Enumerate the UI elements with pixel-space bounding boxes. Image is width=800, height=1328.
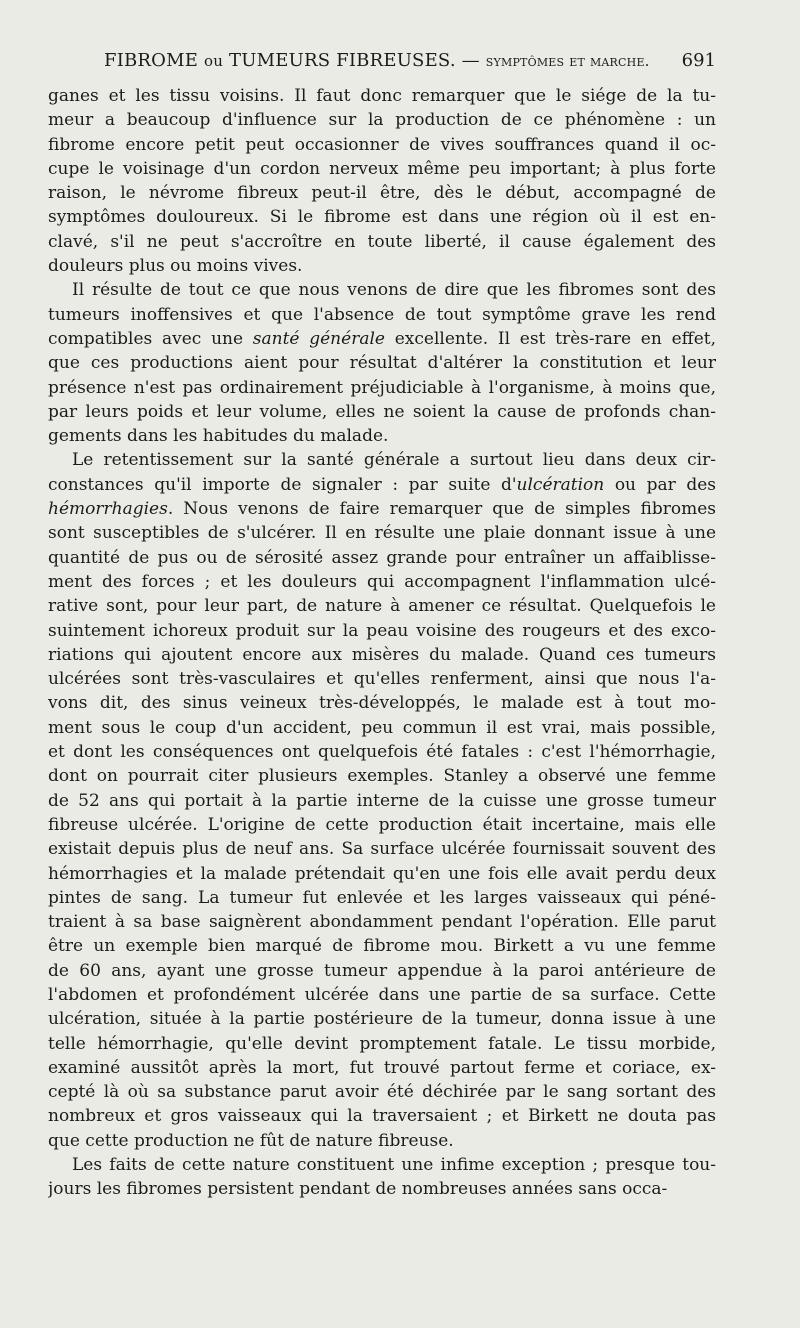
text-line: meur a beaucoup d'influence sur la production de ce phénomène : un [48,110,716,131]
italic-phrase: hémorrhagies [48,499,168,520]
text-line: symptômes douloureux. Si le fibrome est dans une région où il est en- [48,207,716,228]
italic-phrase: ulcération [516,474,605,495]
title-dash: — [461,50,480,71]
text-line: sont susceptibles de s'ulcérer. Il en résulte une plaie donnant issue à une [48,523,716,544]
paragraph [48,84,716,278]
text-line: rative sont, pour leur part, de nature à amener ce résultat. Quelquefois le [48,596,716,617]
page-number: 691 [681,50,716,71]
text-line: de 52 ans qui portait à la partie interne de la cuisse une grosse tumeur [48,790,716,811]
text-line: telle hémorrhagie, qu'elle devint promptement fatale. Le tissu morbide, [48,1033,716,1054]
running-title [104,50,650,71]
text-line: fibreuse ulcérée. L'origine de cette production était incertaine, mais elle [48,814,716,835]
running-header [48,50,716,76]
text-line: de 60 ans, ayant une grosse tumeur appendue à la paroi antérieure de [48,960,716,981]
text-line: suintement ichoreux produit sur la peau voisine des rougeurs et des exco- [48,620,716,641]
paragraph [48,1153,716,1202]
text-line: que cette production ne fût de nature fibreuse. [48,1130,454,1151]
text-line: jours les fibromes persistent pendant de nombreuses années sans occa- [48,1179,668,1200]
text-line: pintes de sang. La tumeur fut enlevée et les larges vaisseaux qui péné- [48,887,716,908]
text-line: que ces productions aient pour résultat d'altérer la constitution et leur [48,353,716,374]
text-line: fibrome encore petit peut occasionner de vives souffrances quand il oc- [48,134,716,155]
text-line: examiné aussitôt après la mort, fut trouvé partout ferme et coriace, ex- [48,1057,716,1078]
text-line: vons dit, des sinus veineux très-développés, le malade est à tout mo- [48,693,716,714]
text-line: douleurs plus ou moins vives. [48,256,303,277]
italic-phrase: santé générale [252,328,385,349]
text-line: présence n'est pas ordinairement préjudiciable à l'organisme, à moins que, [48,377,716,398]
body-text [48,84,716,1202]
text-line: raison, le névrome fibreux peut-il être, dès le début, accompagné de [48,183,716,204]
text-line: Les faits de cette nature constituent une infime exception ; presque tou- [72,1155,716,1176]
text-line: dont on pourrait citer plusieurs exemples. Stanley a observé une femme [48,766,716,787]
text-line: traient à sa base saignèrent abondamment pendant l'opération. Elle parut [48,912,716,933]
text-line: compatibles avec une santé générale excellente. Il est très-rare en effet, [48,328,716,349]
text-line: hémorrhagies et la malade prétendait qu'en une fois elle avait perdu deux [48,863,716,884]
text-line: ulcérées sont très-vasculaires et qu'elles renferment, ainsi que nous l'a- [48,669,716,690]
text-line: existait depuis plus de neuf ans. Sa surface ulcérée fournissait souvent des [48,839,716,860]
text-line: ulcération, située à la partie postérieure de la tumeur, donna issue à une [48,1009,716,1030]
paragraph [48,278,716,448]
section-title: symptômes et marche. [485,52,650,70]
text-line: Il résulte de tout ce que nous venons de dire que les fibromes sont des [72,280,716,301]
title-part1: FIBROME [104,50,199,71]
text-line: ment des forces ; et les douleurs qui accompagnent l'inflammation ulcé- [48,571,716,592]
text-line: gements dans les habitudes du malade. [48,426,389,447]
text-line: par leurs poids et leur volume, elles ne soient la cause de profonds chan- [48,401,716,422]
text-line: être un exemple bien marqué de fibrome mou. Birkett a vu une femme [48,936,716,957]
text-line: hémorrhagies. Nous venons de faire remarquer que de simples fibromes [48,499,716,520]
title-part2: TUMEURS FIBREUSES. [229,50,456,71]
text-line: riations qui ajoutent encore aux misères du malade. Quand ces tumeurs [48,644,716,665]
text-line: cupe le voisinage d'un cordon nerveux même peu important; à plus forte [48,158,716,179]
text-line: et dont les conséquences ont quelquefois été fatales : c'est l'hémorrhagie, [48,742,716,763]
text-line: ganes et les tissu voisins. Il faut donc remarquer que le siége de la tu- [48,86,716,106]
title-conjunction: ou [204,52,224,70]
paragraph [48,448,716,1153]
text-line: tumeurs inoffensives et que l'absence de tout symptôme grave les rend [48,304,716,325]
text-line: ment sous le coup d'un accident, peu commun il est vrai, mais possible, [48,717,716,738]
text-line: constances qu'il importe de signaler : par suite d'ulcération ou par des [48,474,716,495]
text-line: cepté là où sa substance parut avoir été déchirée par le sang sortant des [48,1082,716,1103]
text-line: Le retentissement sur la santé générale a surtout lieu dans deux cir- [72,450,716,471]
text-line: quantité de pus ou de sérosité assez grande pour entraîner un affaiblisse- [48,547,716,568]
text-line: l'abdomen et profondément ulcérée dans une partie de sa surface. Cette [48,984,716,1005]
text-line: nombreux et gros vaisseaux qui la traversaient ; et Birkett ne douta pas [48,1106,716,1127]
text-line: clavé, s'il ne peut s'accroître en toute liberté, il cause également des [48,231,716,252]
